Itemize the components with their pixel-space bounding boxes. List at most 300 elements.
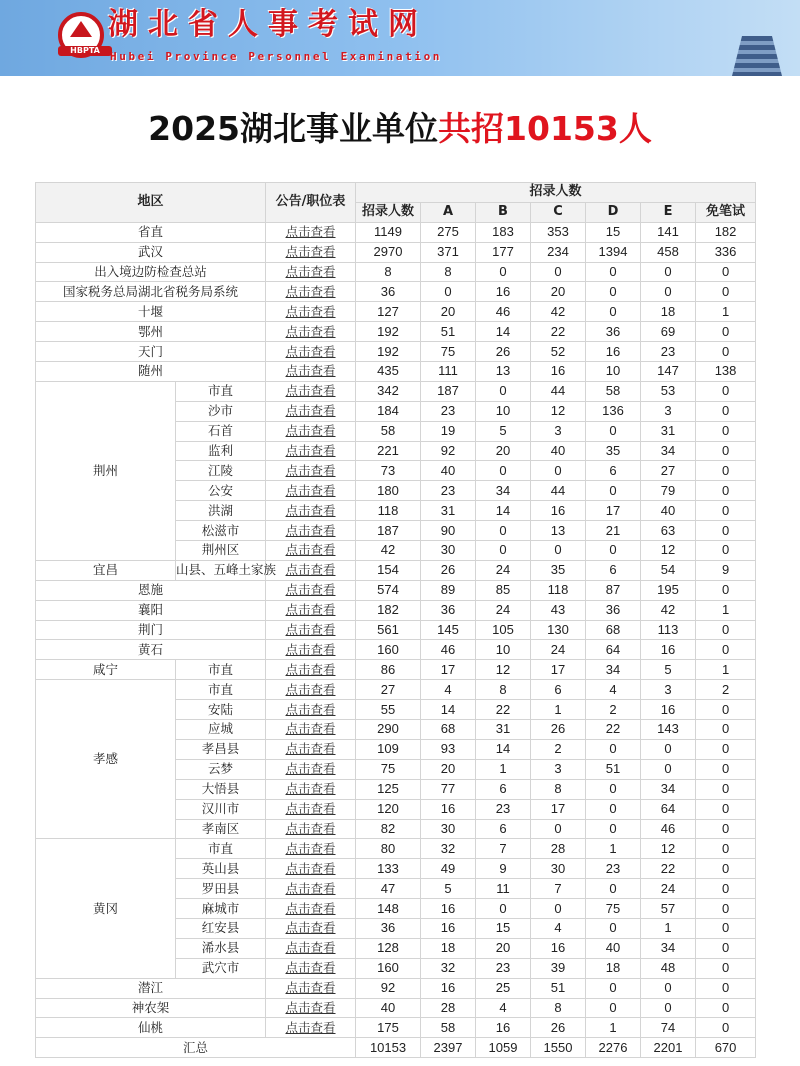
value-cell: 64 — [641, 799, 696, 819]
link-cell — [266, 302, 356, 322]
value-cell: 23 — [421, 401, 476, 421]
view-link[interactable]: 点击查看 — [285, 482, 336, 498]
value-cell: 43 — [531, 600, 586, 620]
value-cell: 0 — [586, 282, 641, 302]
link-cell — [266, 620, 356, 640]
value-cell: 290 — [356, 720, 421, 740]
value-cell: 0 — [586, 541, 641, 561]
value-cell: 118 — [531, 580, 586, 600]
subregion-cell: 浠水县 — [176, 938, 266, 958]
value-cell: 175 — [356, 1018, 421, 1038]
value-cell: 36 — [356, 282, 421, 302]
value-cell: 147 — [641, 362, 696, 382]
view-link[interactable]: 点击查看 — [285, 641, 336, 657]
value-cell: 11 — [476, 879, 531, 899]
header-col-4: D — [586, 202, 641, 222]
value-cell: 125 — [356, 779, 421, 799]
link-cell — [266, 262, 356, 282]
value-cell: 34 — [586, 660, 641, 680]
value-cell: 120 — [356, 799, 421, 819]
view-link[interactable]: 点击查看 — [285, 244, 336, 260]
value-cell: 10 — [476, 401, 531, 421]
value-cell: 36 — [586, 322, 641, 342]
view-link[interactable]: 点击查看 — [285, 820, 336, 836]
subregion-cell: 云梦 — [176, 759, 266, 779]
value-cell: 75 — [421, 342, 476, 362]
link-cell — [266, 938, 356, 958]
value-cell: 8 — [356, 262, 421, 282]
view-link[interactable]: 点击查看 — [285, 880, 336, 896]
value-cell: 0 — [641, 998, 696, 1018]
value-cell: 4 — [586, 680, 641, 700]
value-cell: 24 — [476, 560, 531, 580]
region-cell: 潜江 — [36, 978, 266, 998]
region-cell: 孝感 — [36, 680, 176, 839]
view-link[interactable]: 点击查看 — [285, 363, 336, 379]
value-cell: 24 — [641, 879, 696, 899]
value-cell: 73 — [356, 461, 421, 481]
value-cell: 0 — [696, 461, 756, 481]
value-cell: 26 — [531, 1018, 586, 1038]
value-cell: 16 — [421, 899, 476, 919]
value-cell: 20 — [476, 441, 531, 461]
table-row — [36, 302, 756, 322]
subregion-cell: 市直 — [176, 839, 266, 859]
value-cell: 0 — [696, 481, 756, 501]
value-cell: 8 — [531, 998, 586, 1018]
region-cell: 宜昌 — [36, 560, 176, 580]
subregion-cell: 麻城市 — [176, 899, 266, 919]
value-cell: 1394 — [586, 242, 641, 262]
value-cell: 26 — [421, 560, 476, 580]
value-cell: 113 — [641, 620, 696, 640]
value-cell: 47 — [356, 879, 421, 899]
subregion-cell: 洪湖 — [176, 501, 266, 521]
value-cell: 86 — [356, 660, 421, 680]
value-cell: 4 — [421, 680, 476, 700]
value-cell: 30 — [421, 541, 476, 561]
value-cell: 17 — [531, 799, 586, 819]
value-cell: 80 — [356, 839, 421, 859]
table-row — [36, 322, 756, 342]
link-cell — [266, 521, 356, 541]
site-name-cn: 湖北省人事考试网 — [108, 7, 428, 42]
value-cell: 53 — [641, 381, 696, 401]
value-cell: 111 — [421, 362, 476, 382]
subregion-cell: 荆州区 — [176, 541, 266, 561]
value-cell: 2 — [531, 739, 586, 759]
value-cell: 17 — [421, 660, 476, 680]
value-cell: 0 — [696, 918, 756, 938]
view-link[interactable]: 点击查看 — [285, 522, 336, 538]
table-row — [36, 222, 756, 242]
value-cell: 12 — [476, 660, 531, 680]
subregion-cell: 红安县 — [176, 918, 266, 938]
view-link[interactable]: 点击查看 — [285, 622, 336, 638]
value-cell: 42 — [641, 600, 696, 620]
value-cell: 1 — [531, 700, 586, 720]
subregion-cell: 石首 — [176, 421, 266, 441]
link-cell — [266, 859, 356, 879]
subregion-cell: 汉川市 — [176, 799, 266, 819]
value-cell: 12 — [531, 401, 586, 421]
value-cell: 16 — [641, 640, 696, 660]
value-cell: 44 — [531, 381, 586, 401]
value-cell: 54 — [641, 560, 696, 580]
view-link[interactable]: 点击查看 — [285, 423, 336, 439]
total-label: 汇总 — [36, 1038, 356, 1058]
link-cell — [266, 998, 356, 1018]
view-link[interactable]: 点击查看 — [285, 443, 336, 459]
value-cell: 46 — [421, 640, 476, 660]
total-value: 670 — [696, 1038, 756, 1058]
region-cell: 荆门 — [36, 620, 266, 640]
value-cell: 0 — [696, 421, 756, 441]
value-cell: 26 — [531, 720, 586, 740]
value-cell: 16 — [641, 700, 696, 720]
view-link[interactable]: 点击查看 — [285, 721, 336, 737]
link-cell — [266, 421, 356, 441]
value-cell: 16 — [531, 938, 586, 958]
table-row — [36, 381, 756, 401]
value-cell: 18 — [641, 302, 696, 322]
value-cell: 40 — [641, 501, 696, 521]
value-cell: 0 — [586, 302, 641, 322]
value-cell: 8 — [421, 262, 476, 282]
value-cell: 0 — [586, 779, 641, 799]
value-cell: 7 — [531, 879, 586, 899]
value-cell: 0 — [586, 918, 641, 938]
link-cell — [266, 700, 356, 720]
header-col-1: A — [421, 202, 476, 222]
total-value: 2276 — [586, 1038, 641, 1058]
value-cell: 31 — [421, 501, 476, 521]
value-cell: 20 — [531, 282, 586, 302]
table-row — [36, 342, 756, 362]
link-cell — [266, 381, 356, 401]
subregion-cell: 市直 — [176, 660, 266, 680]
view-link[interactable]: 点击查看 — [285, 462, 336, 478]
table-row — [36, 1018, 756, 1038]
value-cell: 30 — [421, 819, 476, 839]
region-cell: 黄石 — [36, 640, 266, 660]
value-cell: 221 — [356, 441, 421, 461]
value-cell: 89 — [421, 580, 476, 600]
value-cell: 35 — [531, 560, 586, 580]
value-cell: 21 — [586, 521, 641, 541]
value-cell: 5 — [476, 421, 531, 441]
view-link[interactable]: 点击查看 — [285, 383, 336, 399]
value-cell: 77 — [421, 779, 476, 799]
subregion-cell: 英山县 — [176, 859, 266, 879]
view-link[interactable]: 点击查看 — [285, 940, 336, 956]
link-cell — [266, 282, 356, 302]
view-link[interactable]: 点击查看 — [285, 283, 336, 299]
value-cell: 0 — [586, 978, 641, 998]
header-region: 地区 — [36, 183, 266, 223]
link-cell — [266, 222, 356, 242]
view-link[interactable]: 点击查看 — [285, 860, 336, 876]
value-cell: 0 — [696, 501, 756, 521]
value-cell: 561 — [356, 620, 421, 640]
region-cell: 荆州 — [36, 381, 176, 560]
subregion-cell: 沙市 — [176, 401, 266, 421]
view-link[interactable]: 点击查看 — [285, 403, 336, 419]
value-cell: 336 — [696, 242, 756, 262]
value-cell: 16 — [531, 362, 586, 382]
value-cell: 4 — [531, 918, 586, 938]
value-cell: 0 — [476, 381, 531, 401]
link-cell — [266, 600, 356, 620]
value-cell: 22 — [586, 720, 641, 740]
value-cell: 42 — [531, 302, 586, 322]
value-cell: 1 — [641, 918, 696, 938]
value-cell: 23 — [476, 799, 531, 819]
link-cell — [266, 978, 356, 998]
total-value: 1550 — [531, 1038, 586, 1058]
subregion-cell: 市直 — [176, 680, 266, 700]
value-cell: 57 — [641, 899, 696, 919]
value-cell: 12 — [641, 541, 696, 561]
header-notice: 公告/职位表 — [266, 183, 356, 223]
value-cell: 4 — [476, 998, 531, 1018]
table-row — [36, 262, 756, 282]
value-cell: 0 — [696, 759, 756, 779]
value-cell: 0 — [586, 998, 641, 1018]
value-cell: 0 — [696, 521, 756, 541]
value-cell: 22 — [641, 859, 696, 879]
value-cell: 17 — [531, 660, 586, 680]
view-link[interactable]: 点击查看 — [285, 502, 336, 518]
subregion-cell: 山县、五峰土家族 — [176, 560, 266, 580]
table-row — [36, 640, 756, 660]
value-cell: 0 — [531, 541, 586, 561]
value-cell: 74 — [641, 1018, 696, 1038]
link-cell — [266, 720, 356, 740]
value-cell: 0 — [641, 262, 696, 282]
link-cell — [266, 819, 356, 839]
value-cell: 14 — [476, 322, 531, 342]
value-cell: 16 — [476, 282, 531, 302]
value-cell: 7 — [476, 839, 531, 859]
view-link[interactable]: 点击查看 — [285, 1019, 336, 1035]
link-cell — [266, 680, 356, 700]
view-link[interactable]: 点击查看 — [285, 542, 336, 558]
view-link[interactable]: 点击查看 — [285, 999, 336, 1015]
value-cell: 31 — [641, 421, 696, 441]
value-cell: 69 — [641, 322, 696, 342]
value-cell: 5 — [641, 660, 696, 680]
value-cell: 8 — [476, 680, 531, 700]
link-cell — [266, 660, 356, 680]
value-cell: 2970 — [356, 242, 421, 262]
value-cell: 0 — [586, 819, 641, 839]
value-cell: 48 — [641, 958, 696, 978]
value-cell: 22 — [531, 322, 586, 342]
value-cell: 133 — [356, 859, 421, 879]
view-link[interactable]: 点击查看 — [285, 840, 336, 856]
value-cell: 0 — [696, 958, 756, 978]
value-cell: 3 — [641, 401, 696, 421]
value-cell: 183 — [476, 222, 531, 242]
value-cell: 3 — [531, 421, 586, 441]
table-row — [36, 242, 756, 262]
value-cell: 79 — [641, 481, 696, 501]
value-cell: 16 — [421, 978, 476, 998]
region-cell: 仙桃 — [36, 1018, 266, 1038]
view-link[interactable]: 点击查看 — [285, 264, 336, 279]
view-link[interactable]: 点击查看 — [285, 343, 336, 359]
value-cell: 55 — [356, 700, 421, 720]
value-cell: 1 — [696, 302, 756, 322]
value-cell: 192 — [356, 342, 421, 362]
value-cell: 0 — [696, 580, 756, 600]
value-cell: 143 — [641, 720, 696, 740]
header-col-3: C — [531, 202, 586, 222]
value-cell: 16 — [421, 918, 476, 938]
value-cell: 58 — [586, 381, 641, 401]
value-cell: 6 — [531, 680, 586, 700]
link-cell — [266, 839, 356, 859]
value-cell: 184 — [356, 401, 421, 421]
link-cell — [266, 918, 356, 938]
value-cell: 16 — [476, 1018, 531, 1038]
value-cell: 40 — [586, 938, 641, 958]
value-cell: 0 — [696, 739, 756, 759]
value-cell: 20 — [421, 759, 476, 779]
link-cell — [266, 899, 356, 919]
value-cell: 8 — [531, 779, 586, 799]
value-cell: 17 — [586, 501, 641, 521]
value-cell: 0 — [476, 461, 531, 481]
value-cell: 14 — [421, 700, 476, 720]
value-cell: 0 — [696, 541, 756, 561]
table-row — [36, 362, 756, 382]
view-link[interactable]: 点击查看 — [285, 701, 336, 717]
table-row — [36, 620, 756, 640]
value-cell: 36 — [421, 600, 476, 620]
total-row — [36, 1038, 756, 1058]
value-cell: 39 — [531, 958, 586, 978]
view-link[interactable]: 点击查看 — [285, 303, 336, 319]
value-cell: 127 — [356, 302, 421, 322]
value-cell: 51 — [531, 978, 586, 998]
view-link[interactable]: 点击查看 — [285, 741, 336, 757]
value-cell: 0 — [696, 262, 756, 282]
value-cell: 0 — [696, 998, 756, 1018]
value-cell: 6 — [476, 819, 531, 839]
value-cell: 160 — [356, 958, 421, 978]
value-cell: 10 — [476, 640, 531, 660]
value-cell: 0 — [641, 759, 696, 779]
table-row — [36, 580, 756, 600]
value-cell: 154 — [356, 560, 421, 580]
subregion-cell: 应城 — [176, 720, 266, 740]
value-cell: 75 — [356, 759, 421, 779]
value-cell: 458 — [641, 242, 696, 262]
value-cell: 31 — [476, 720, 531, 740]
subregion-cell: 孝昌县 — [176, 739, 266, 759]
value-cell: 192 — [356, 322, 421, 342]
region-cell: 神农架 — [36, 998, 266, 1018]
value-cell: 16 — [531, 501, 586, 521]
region-cell: 十堰 — [36, 302, 266, 322]
value-cell: 27 — [641, 461, 696, 481]
view-link[interactable]: 点击查看 — [285, 661, 336, 677]
view-link[interactable]: 点击查看 — [285, 980, 336, 996]
value-cell: 51 — [421, 322, 476, 342]
value-cell: 23 — [586, 859, 641, 879]
value-cell: 105 — [476, 620, 531, 640]
link-cell — [266, 879, 356, 899]
value-cell: 0 — [696, 978, 756, 998]
view-link[interactable]: 点击查看 — [285, 761, 336, 777]
link-cell — [266, 1018, 356, 1038]
view-link[interactable]: 点击查看 — [285, 582, 336, 598]
value-cell: 58 — [356, 421, 421, 441]
value-cell: 0 — [696, 700, 756, 720]
value-cell: 0 — [696, 720, 756, 740]
link-cell — [266, 779, 356, 799]
view-link[interactable]: 点击查看 — [285, 562, 336, 578]
value-cell: 109 — [356, 739, 421, 759]
link-cell — [266, 242, 356, 262]
subregion-cell: 罗田县 — [176, 879, 266, 899]
subregion-cell: 安陆 — [176, 700, 266, 720]
value-cell: 68 — [421, 720, 476, 740]
value-cell: 0 — [696, 401, 756, 421]
view-link[interactable]: 点击查看 — [285, 960, 336, 976]
value-cell: 1 — [586, 1018, 641, 1038]
region-cell: 咸宁 — [36, 660, 176, 680]
link-cell — [266, 739, 356, 759]
value-cell: 148 — [356, 899, 421, 919]
view-link[interactable]: 点击查看 — [285, 801, 336, 817]
value-cell: 0 — [641, 978, 696, 998]
value-cell: 0 — [586, 262, 641, 282]
subregion-cell: 江陵 — [176, 461, 266, 481]
link-cell — [266, 461, 356, 481]
view-link[interactable]: 点击查看 — [285, 224, 336, 240]
value-cell: 136 — [586, 401, 641, 421]
view-link[interactable]: 点击查看 — [285, 920, 336, 936]
value-cell: 0 — [696, 819, 756, 839]
value-cell: 0 — [586, 879, 641, 899]
total-value: 10153 — [356, 1038, 421, 1058]
link-cell — [266, 580, 356, 600]
value-cell: 20 — [421, 302, 476, 322]
table-row — [36, 680, 756, 700]
view-link[interactable]: 点击查看 — [285, 781, 336, 797]
value-cell: 0 — [476, 521, 531, 541]
value-cell: 51 — [586, 759, 641, 779]
view-link[interactable]: 点击查看 — [285, 681, 336, 697]
view-link[interactable]: 点击查看 — [285, 602, 336, 618]
view-link[interactable]: 点击查看 — [285, 323, 336, 339]
view-link[interactable]: 点击查看 — [285, 900, 336, 916]
value-cell: 0 — [586, 799, 641, 819]
value-cell: 182 — [696, 222, 756, 242]
table-row — [36, 282, 756, 302]
value-cell: 6 — [476, 779, 531, 799]
value-cell: 160 — [356, 640, 421, 660]
table-row — [36, 660, 756, 680]
value-cell: 0 — [476, 262, 531, 282]
value-cell: 195 — [641, 580, 696, 600]
table-row — [36, 560, 756, 580]
subregion-cell: 大悟县 — [176, 779, 266, 799]
value-cell: 342 — [356, 381, 421, 401]
